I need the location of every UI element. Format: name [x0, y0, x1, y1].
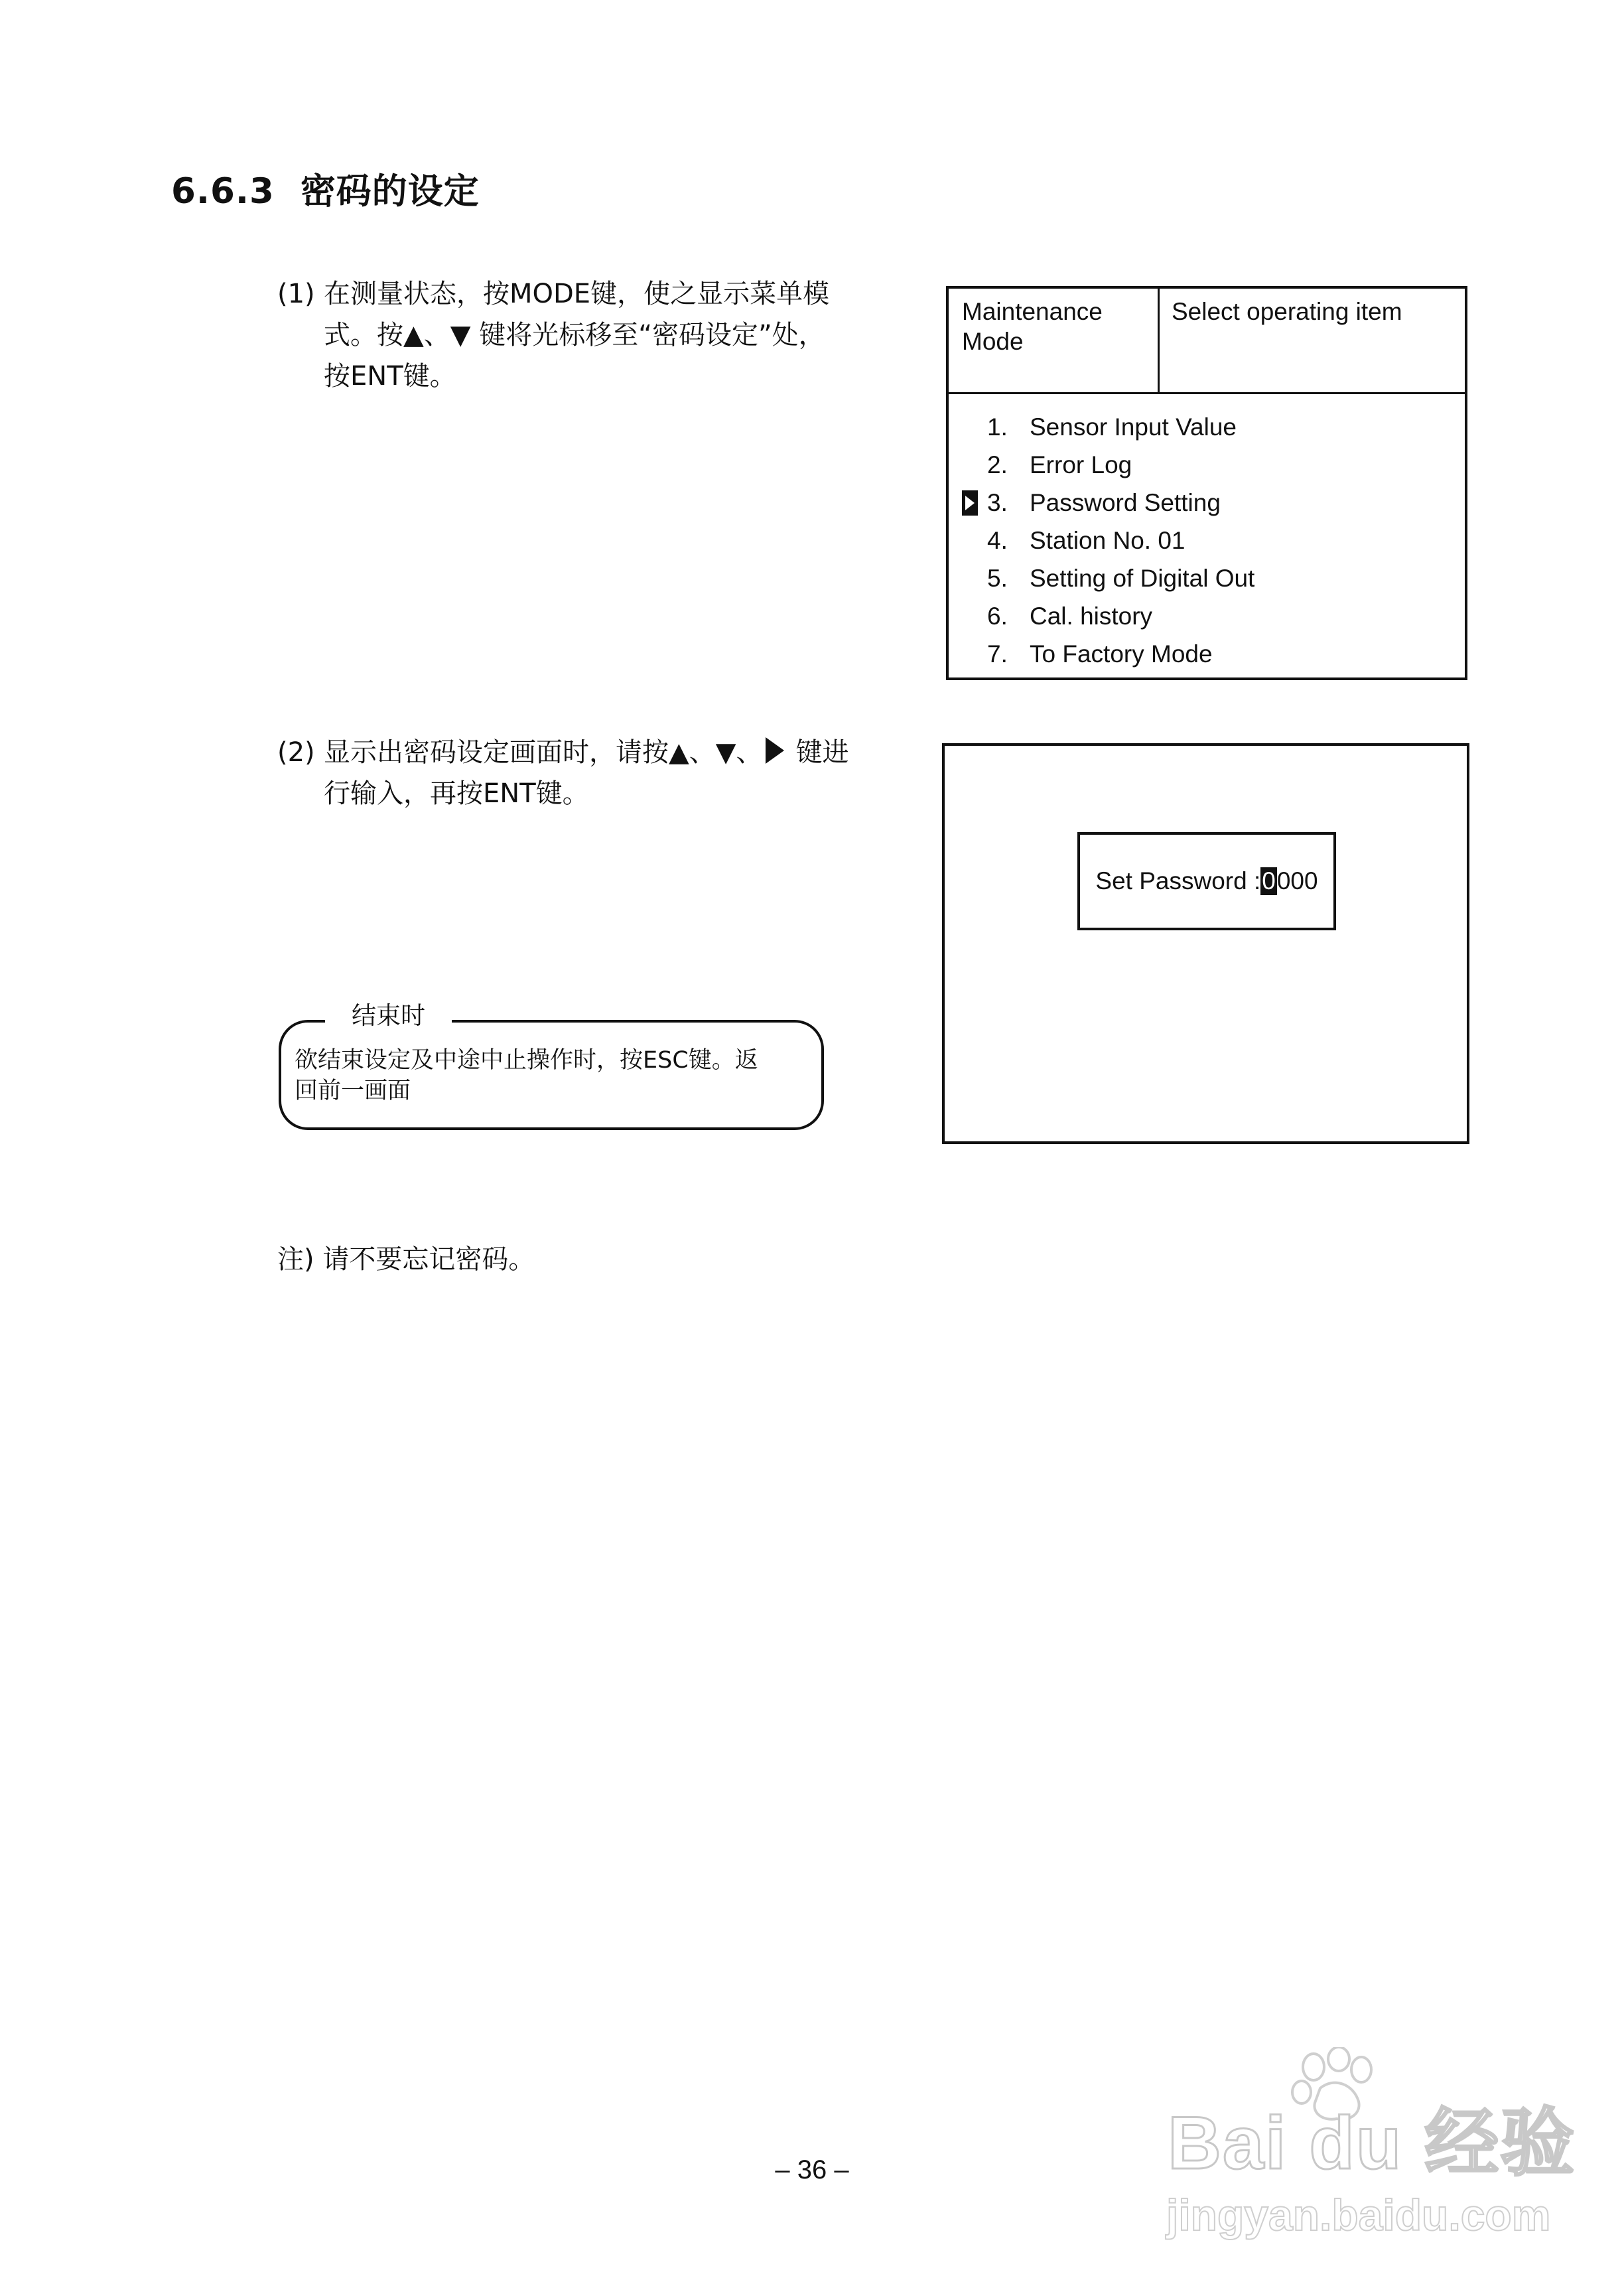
mode-label-line-1: Maintenance — [962, 298, 1103, 325]
step-1-number: (1) — [277, 279, 315, 309]
menu-item[interactable] — [949, 484, 1465, 522]
note-line-2: 回前一画面 — [295, 1078, 411, 1104]
step-2 — [277, 732, 849, 814]
mode-label-line-2: Mode — [962, 328, 1024, 355]
section-heading — [171, 163, 480, 214]
step-1-line-1: 在测量状态，按MODE键，使之显示菜单模 — [324, 279, 830, 309]
note-text — [295, 1045, 819, 1106]
watermark-url: jingyan.baidu.com — [1166, 2190, 1551, 2240]
menu-item-number: 2. — [987, 451, 1008, 478]
menu-item[interactable] — [949, 446, 1465, 484]
menu-item-label: Error Log — [1030, 451, 1132, 478]
menu-item-number: 5. — [987, 565, 1008, 592]
password-field-box — [1077, 832, 1336, 930]
menu-item[interactable] — [949, 559, 1465, 597]
menu-item-number: 1. — [987, 413, 1008, 441]
menu-item-number: 3. — [987, 489, 1008, 516]
menu-item-number: 6. — [987, 603, 1008, 630]
right-arrow-key-icon — [766, 737, 784, 764]
step-1 — [277, 273, 829, 397]
step-2-line-1 — [277, 732, 849, 773]
selection-cursor-icon — [962, 490, 978, 516]
menu-item[interactable] — [949, 635, 1465, 673]
menu-item-label: To Factory Mode — [1030, 640, 1213, 668]
note-line-1: 欲结束设定及中途中止操作时，按ESC键。返 — [295, 1047, 758, 1074]
menu-item-label: Station No. 01 — [1030, 527, 1185, 554]
maintenance-menu-screen — [946, 286, 1467, 680]
mode-label — [949, 289, 1160, 392]
menu-item[interactable] — [949, 522, 1465, 559]
watermark-logo: Bai du 经验 — [1168, 2102, 1576, 2184]
menu-item-number: 4. — [987, 527, 1008, 554]
menu-item-label: Setting of Digital Out — [1030, 565, 1255, 592]
screen-prompt: Select operating item — [1172, 298, 1402, 325]
step-2-number: (2) — [277, 737, 315, 768]
menu-item-label: Sensor Input Value — [1030, 413, 1237, 441]
password-label: Set Password : — [1095, 867, 1261, 894]
menu-item-label: Password Setting — [1030, 489, 1221, 516]
step-2-line-1-tail: 键进 — [795, 737, 849, 768]
menu-list — [949, 408, 1465, 673]
note-title: 结束时 — [325, 999, 452, 1033]
password-cursor-digit[interactable]: 0 — [1262, 867, 1276, 894]
section-number: 6.6.3 — [171, 171, 275, 212]
step-2-line-1-text: 显示出密码设定画面时，请按▲、▼、 — [324, 737, 763, 768]
menu-item-number: 7. — [987, 640, 1008, 668]
remark-text: 注) 请不要忘记密码。 — [277, 1244, 535, 1275]
password-remaining-digits[interactable]: 000 — [1276, 867, 1318, 894]
page-number: – 36 – — [775, 2155, 849, 2184]
header-divider — [949, 392, 1465, 394]
step-1-line-2: 式。按▲、▼ 键将光标移至“密码设定”处， — [324, 320, 825, 350]
menu-item[interactable] — [949, 408, 1465, 446]
section-title: 密码的设定 — [300, 171, 480, 212]
menu-item[interactable] — [949, 597, 1465, 635]
menu-item-label: Cal. history — [1030, 603, 1153, 630]
set-password-screen — [942, 743, 1469, 1144]
step-2-line-2: 行输入，再按ENT键。 — [324, 778, 589, 809]
step-1-line-3: 按ENT键。 — [324, 361, 456, 392]
